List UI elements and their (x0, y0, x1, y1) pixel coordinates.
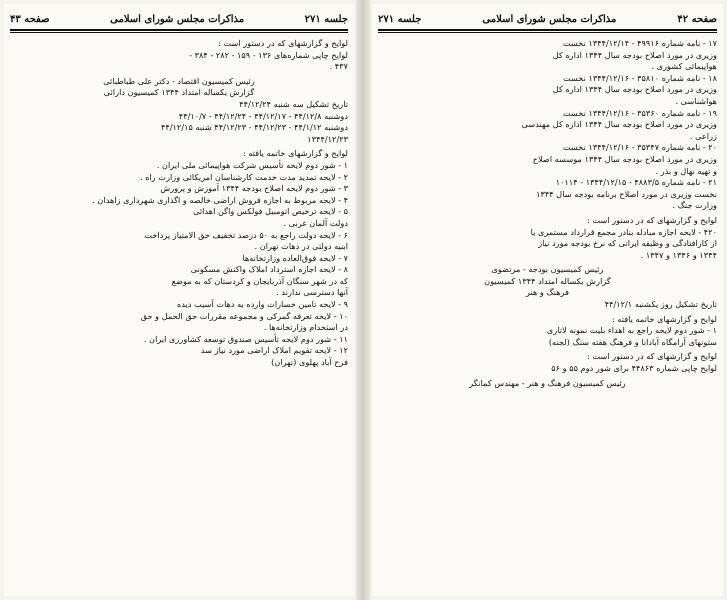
right-page-label: صفحه ۴۲ (677, 13, 717, 25)
left-page-header (10, 10, 348, 28)
right-header-rule (378, 29, 717, 31)
left-page-body (10, 38, 348, 592)
list-item: ۱۰ - لایحه تعرفه گمرکی و مجموعه مقررات حق الحمل و حق (140, 310, 348, 321)
committee-head: رئیس کمیسیون اقتصاد - دکتر علی طباطبائی (103, 75, 255, 86)
left-page-title: مذاکرات مجلس شورای اسلامی (110, 13, 245, 25)
text-line: تاریخ تشکیل روز یکشنبه ۴۴/۱۲/۱ (604, 299, 717, 310)
section-heading: لوایح و گزارشهای خاتمه یافته : (612, 313, 717, 324)
text-line: لوایح چاپی شماره‌های ۱۳۶ - ۱۵۹ - ۲۸۲ - ۳۸۴ - (189, 49, 348, 60)
list-item: ۸ - لایحه اجازه استرداد املاک واکنش مسکونی (190, 264, 348, 275)
list-item: که در شهر سنگان آذربایجان و کردستان که به موضع (171, 275, 348, 286)
committee-head: رئیس کمیسیون فرهنگ و هنر - مهندس کمانگر (469, 377, 626, 388)
report-subtitle: فرهنگ و هنر (525, 287, 569, 298)
list-item: وزیری در مورد اصلاح بودجه سال ۱۳۴۴ موسسه اصلاح (532, 153, 717, 164)
left-session-label: جلسه ۲۷۱ (304, 13, 348, 25)
text-line: دوشنبه ۴۴/۱/۱۲ - ۴۴/۱۲/۲۳ - ۴۴/۱۲/۲۳ شنبه ۴۴/۱۲/۱۵ (160, 122, 348, 133)
list-item: و تهیه نهال و بذر . (655, 165, 717, 176)
left-page (4, 4, 354, 596)
text-line: تاریخ تشکیل سه شنبه ۴۴/۱۲/۲۴ (239, 98, 348, 109)
list-item: ابنیه دولتی در دهات تهران . (254, 241, 348, 252)
text-line: ۱۳۴۴/۱۲/۲۳ (307, 133, 348, 144)
list-item: ۱۲ - لایحه تقویم املاک اراضی مورد نیاز سد (200, 345, 348, 356)
list-item: آنها دسترسی ندارند . (276, 287, 348, 298)
right-header-rule-thin (378, 32, 717, 33)
report-title: گزارش یکساله امتداد ۱۳۴۴ کمیسیون (484, 275, 611, 286)
section-heading: لوایح و گزارشهای که در دستور است : (587, 351, 717, 362)
list-item: وزارت جنگ . (672, 200, 717, 211)
list-item: ستونهای آرامگاه آبادانا و فرهنگ هفته سنگ (لجنه) (548, 336, 717, 347)
list-item: فرح آباد پهلوی (تهران) (271, 357, 348, 368)
list-item: هواشناسی . (675, 95, 717, 106)
list-item: ۱ - شور دوم لایحه تأسیس شرکت هواپیمائی ملی ایران . (156, 159, 348, 170)
text-line: لوایح و گزارشهای که در دستور است : (218, 38, 348, 48)
list-item: هواپیمائی کشوری . (651, 61, 717, 72)
list-item: ۱۱ - شور دوم لایحه تأسیس صندوق توسعه کشاورزی ایران . (143, 333, 348, 344)
right-page (372, 4, 723, 596)
list-item: ۴۲۰ - لایحه اجازه مبادله بنادر مجمع قرارداد مستمری یا (530, 226, 717, 237)
right-page-header (378, 10, 717, 28)
list-item: ۹ - لایحه تامین خسارات وارده به دهات آسیب دیده (177, 299, 348, 310)
section-heading: لوایح و گزارشهای که در دستور است : (587, 214, 717, 225)
report-title: گزارش یکساله امتداد ۱۳۴۴ کمیسیون دارائی (103, 87, 255, 98)
list-item: ۱۷ - نامه شماره ۴۹۹۱۶ - ۱۳۴۴/۱۲/۱۴ نخست (562, 38, 717, 48)
text-line: ۴۳۷ . (329, 61, 348, 72)
right-page-body (378, 38, 717, 592)
left-header-rule (10, 29, 348, 31)
list-item: نخست وزیری در مورد اصلاح برنامه بودجه سال ۱۳۴۴ (536, 188, 717, 199)
list-item: لوایح چاپی شماره ۴۴۸۶۳ برای شور دوم ۵۵ و ۵۶ (551, 363, 717, 374)
list-item: ۱ - شور دوم لایحه راجع به اهداء بلیت نمونه لاتاری (546, 325, 717, 336)
list-item: ۲۱ - نامه شماره ۴۸۸۳/۵ - ۱۳۴۴/۱۲/۱۵ - ۱۰۱۱۴ (555, 177, 717, 188)
text-line: دوشنبه ۴۴/۱۲/۸ - ۴۴/۱۲/۱۷ - ۴۴/۱۲/۲۴ - ۴۴/۱۰/۷ (178, 110, 348, 121)
section-heading: لوایح و گزارشهای خاتمه یافته : (243, 148, 348, 159)
list-item: وزیری در مورد اصلاح بودجه سال ۱۳۴۴ اداره کل (552, 84, 717, 95)
list-item: ۱۸ - نامه شماره ۳۵۸۱۰ - ۱۳۴۴/۱۲/۱۶ نخست (562, 72, 717, 83)
list-item: ۱۳۴۴ و ۱۳۴۶ و ۱۳۴۷ . (640, 249, 717, 260)
list-item: در استخدام وزارتخانه‌ها . (263, 322, 348, 333)
list-item: ۵ - لایحه ترخیص اتومبیل فولکس واگن اهدائی (193, 206, 348, 217)
list-item: دولت آلمان غربی . (283, 217, 348, 228)
list-item: از کارافتادگی و وظیفه ایرانی که نرخ بودجه مورد نیاز (538, 238, 717, 249)
list-item: ۴ - لایحه مربوط به اجازه فروش اراضی خالصه و اگذاری شهرداری زاهدان . (92, 194, 348, 205)
right-session-label: جلسه ۲۷۱ (378, 13, 422, 25)
list-item: ۶ - لایحه دولت راجع به ۵۰ درصد تخفیف حق الامتیاز پرداخت (144, 229, 348, 240)
list-item: ۲۰ - نامه شماره ۳۵۳۴۷ - ۱۳۴۴/۱۲/۱۶ نخست (562, 142, 717, 153)
book-gutter (356, 0, 370, 600)
list-item: ۱۹ - نامه شماره ۳۵۳۶۰ - ۱۳۴۴/۱۲/۱۶ نخست (562, 107, 717, 118)
list-item: وزیری در مورد اصلاح بودجه سال ۱۳۴۴ اداره کل مهندسی (521, 119, 717, 130)
committee-head: رئیس کمیسیون بودجه - مرتضوی (491, 264, 604, 275)
list-item: ۷ - لایحه فوق‌العاده وزارتخانه‌ها (242, 252, 348, 263)
left-header-rule-thin (10, 32, 348, 33)
left-page-label: صفحه ۴۳ (10, 13, 50, 25)
list-item: وزیری در مورد اصلاح بودجه سال ۱۳۴۴ اداره کل (552, 49, 717, 60)
right-page-title: مذاکرات مجلس شورای اسلامی (482, 13, 617, 25)
list-item: ۳ - شور دوم لایحه اصلاح بودجه ۱۳۴۴ آموزش و پرورش (160, 183, 348, 194)
list-item: ۲ - لایحه تمدید مدت خدمت کارشناسان امریکائی وزارت راه . (140, 171, 348, 182)
list-item: زراعی . (689, 130, 717, 141)
